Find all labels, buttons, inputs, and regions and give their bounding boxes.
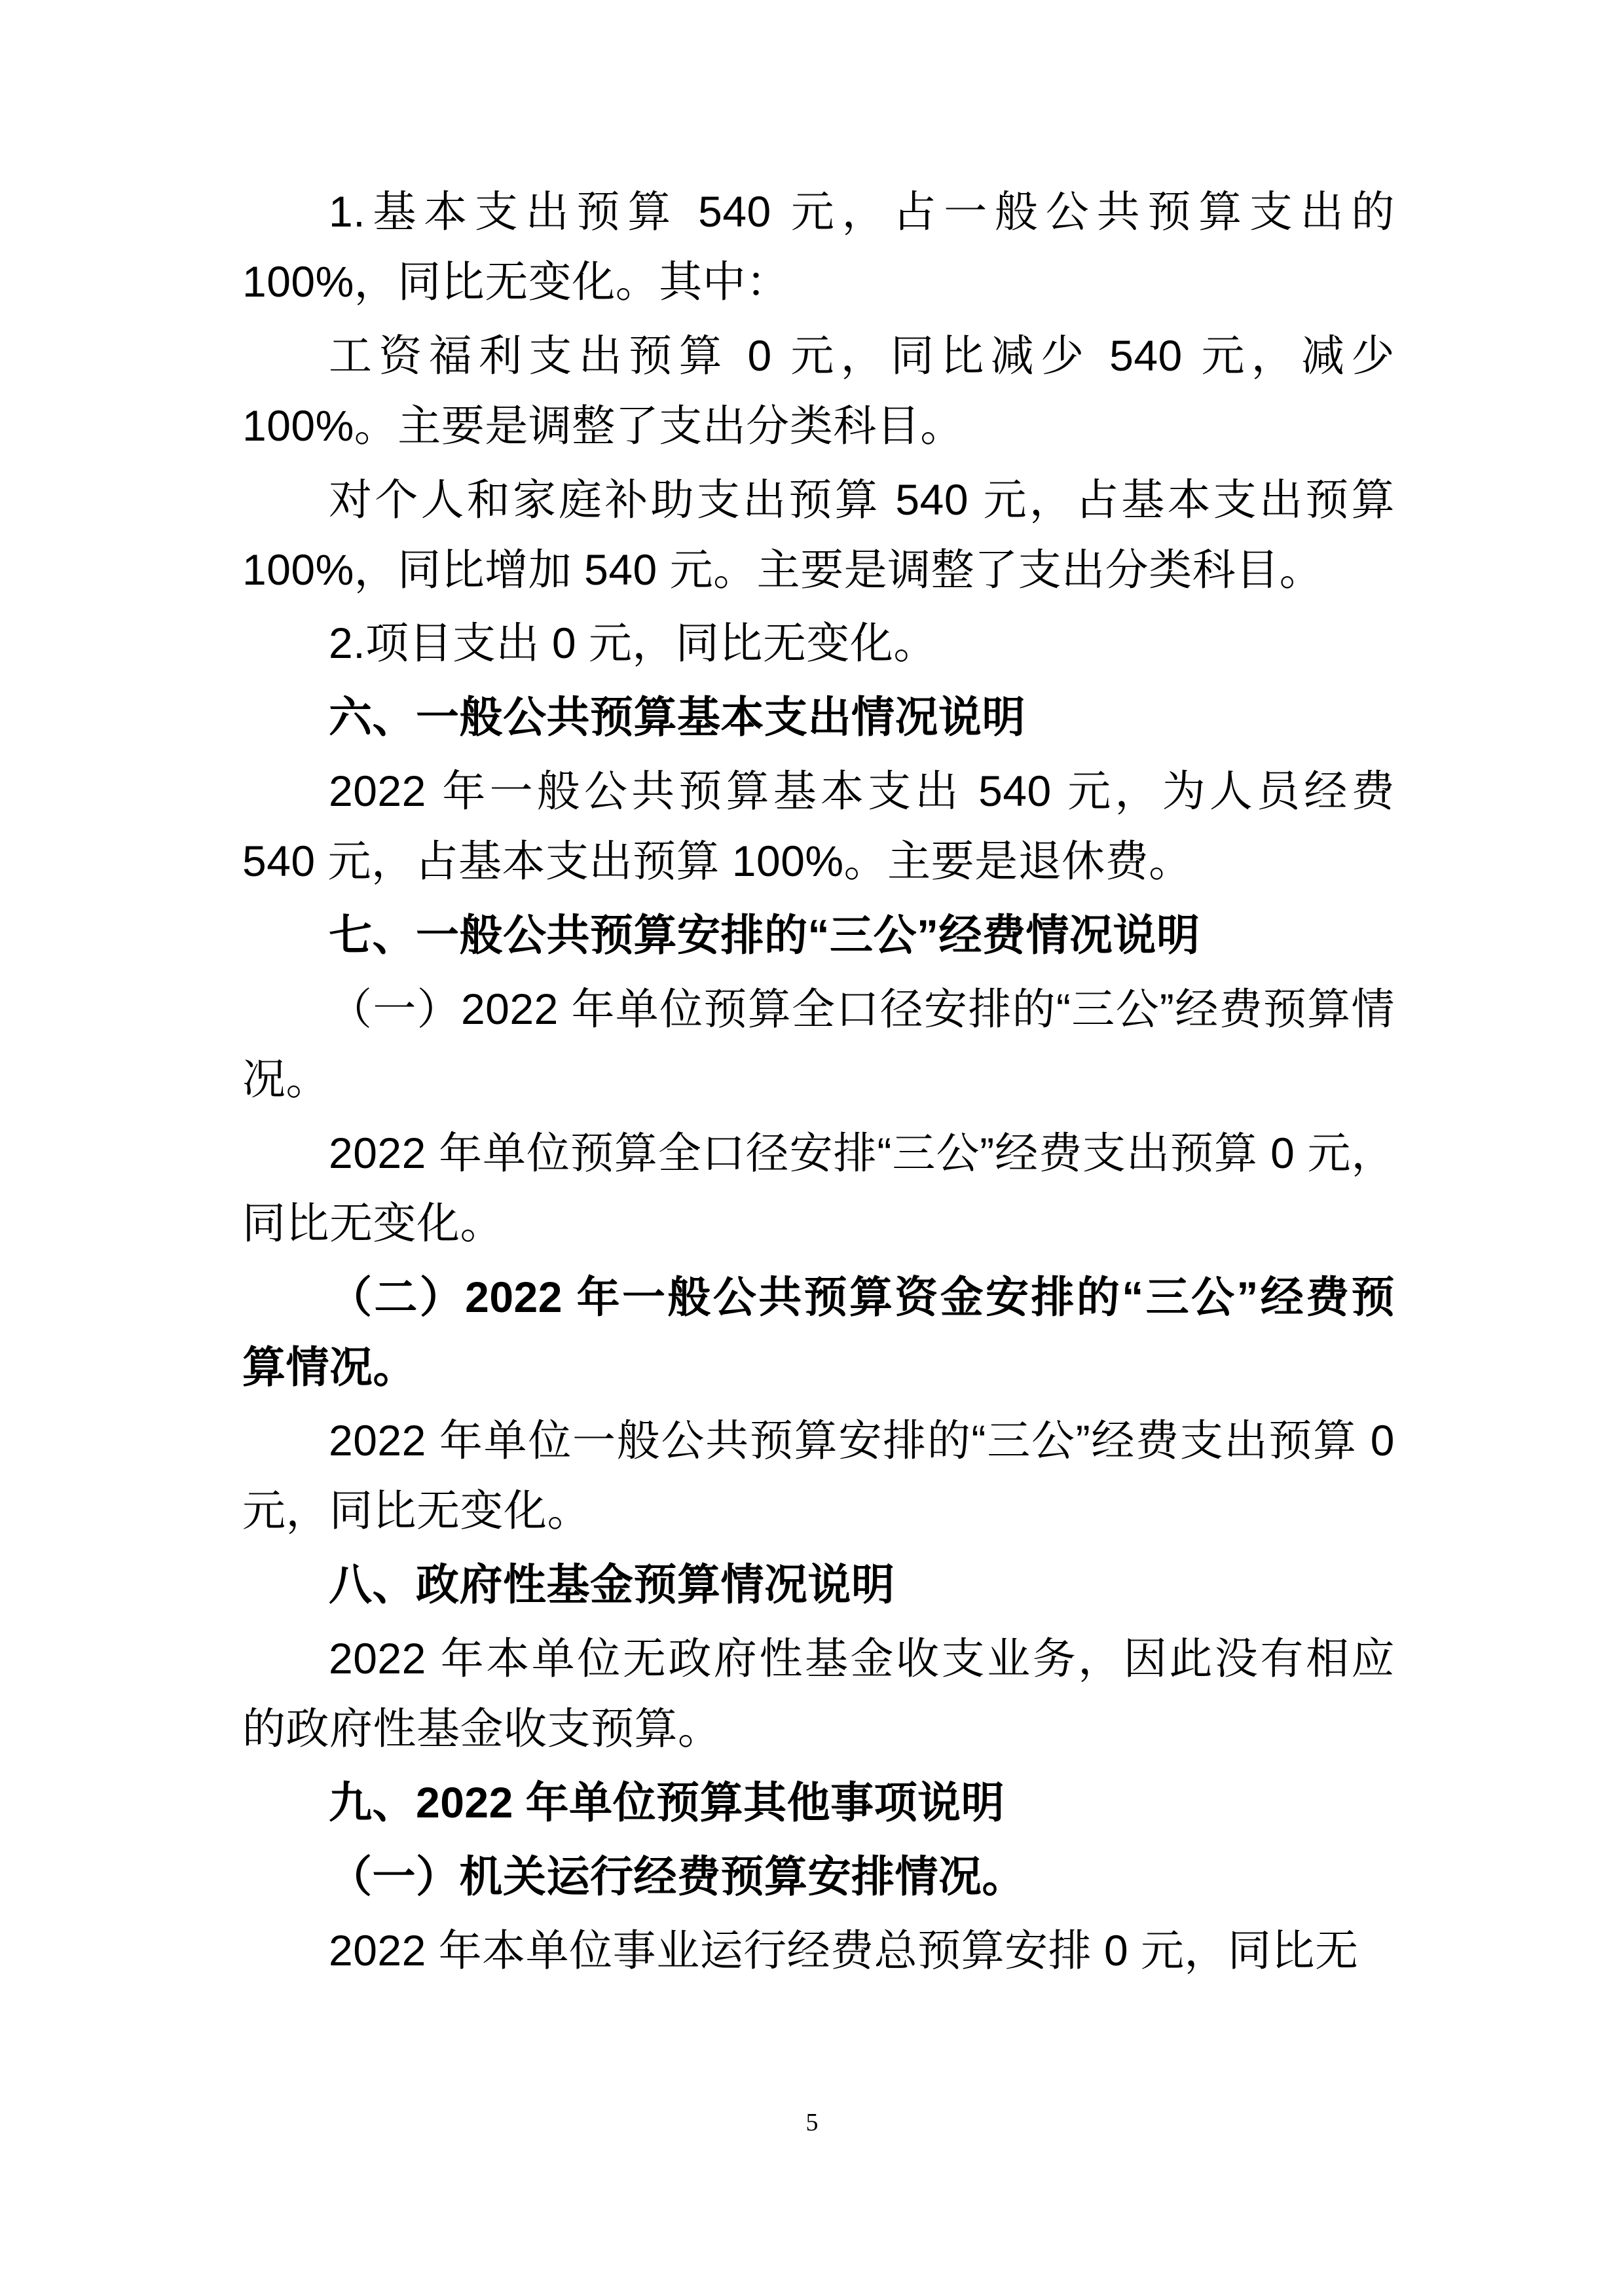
heading-six-basic-expenditure: 六、一般公共预算基本支出情况说明: [329, 693, 1025, 742]
paragraph-individual-family-subsidy: 对个人和家庭补助支出预算 540 元，占基本支出预算 100%，同比增加 540 元。主要是调整了支出分类科目。: [242, 475, 1395, 594]
paragraph-no-government-fund-business: 2022 年本单位无政府性基金收支业务，因此没有相应的政府性基金收支预算。: [242, 1634, 1395, 1753]
document-body: [242, 177, 1395, 1990]
heading-seven-three-public-funds: 七、一般公共预算安排的“三公”经费情况说明: [329, 911, 1200, 960]
paragraph-general-public-budget-amount: 2022 年单位一般公共预算安排的“三公”经费支出预算 0 元，同比无变化。: [242, 1416, 1395, 1535]
heading-eight-government-fund-budget: 八、政府性基金预算情况说明: [329, 1560, 895, 1609]
paragraph-basic-expenditure-budget: 1.基本支出预算 540 元，占一般公共预算支出的 100%，同比无变化。其中：: [242, 187, 1395, 306]
page-number: 5: [805, 2109, 819, 2136]
paragraph-project-expenditure: 2.项目支出 0 元，同比无变化。: [329, 619, 937, 668]
paragraph-full-caliber-amount: 2022 年单位预算全口径安排“三公”经费支出预算 0 元，同比无变化。: [242, 1128, 1395, 1247]
paragraph-2022-basic-expenditure: 2022 年一般公共预算基本支出 540 元，为人员经费 540 元，占基本支出预算 100%。主要是退休费。: [242, 767, 1395, 886]
heading-nine-other-matters: 九、2022 年单位预算其他事项说明: [329, 1777, 1005, 1827]
heading-section-two-general-public-budget: （二）2022 年一般公共预算资金安排的“三公”经费预算情况。: [242, 1272, 1395, 1391]
paragraph-operating-expenses-amount: 2022 年本单位事业运行经费总预算安排 0 元，同比无: [329, 1925, 1359, 1975]
paragraph-salary-welfare-expenditure: 工资福利支出预算 0 元，同比减少 540 元，减少 100%。主要是调整了支出分类科目。: [242, 331, 1395, 450]
paragraph-section-one-full-caliber: （一）2022 年单位预算全口径安排的“三公”经费预算情况。: [242, 984, 1395, 1103]
heading-section-one-operating-expenses: （一）机关运行经费预算安排情况。: [329, 1851, 1025, 1901]
